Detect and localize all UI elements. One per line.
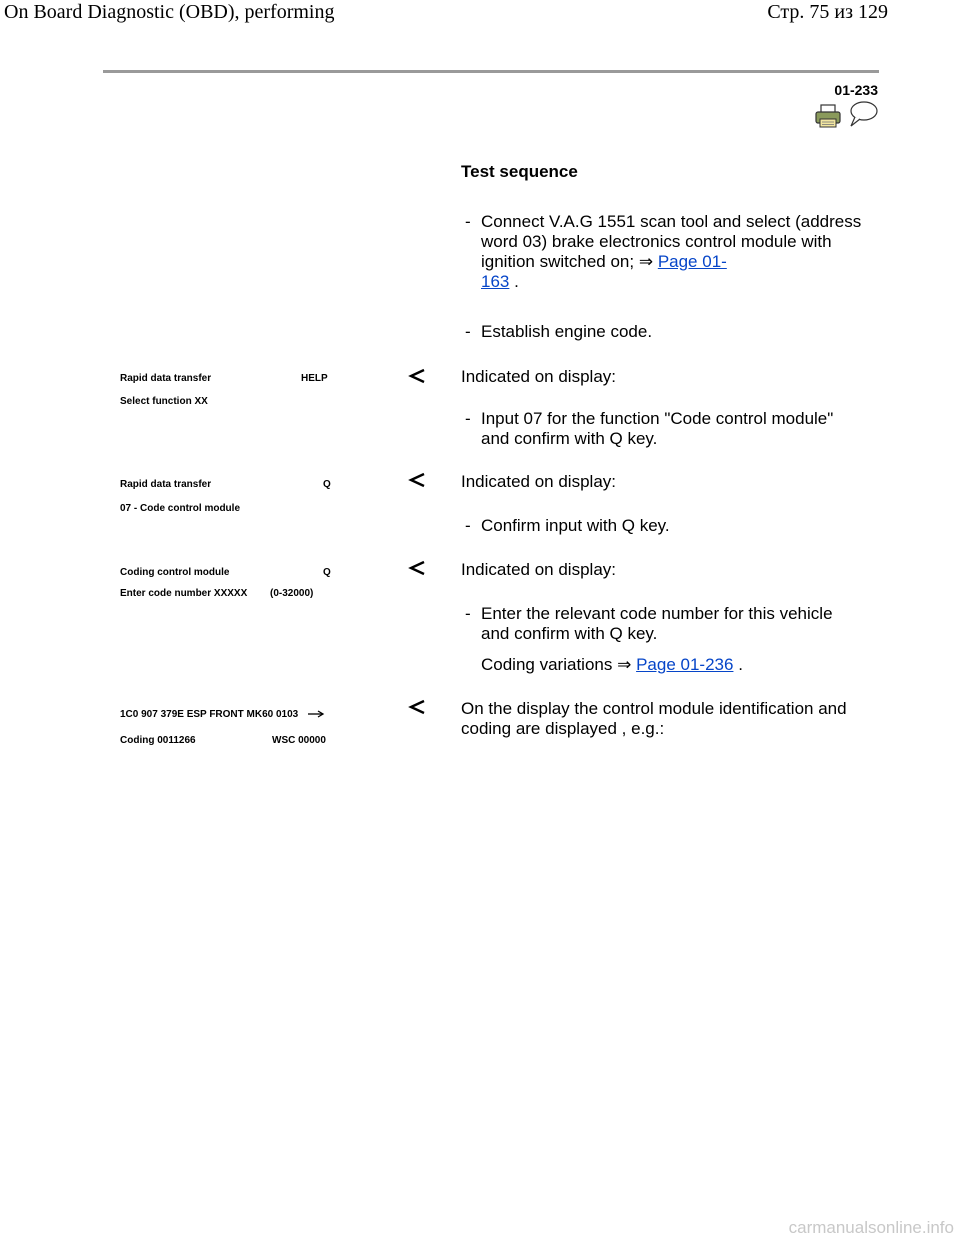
step-text: Confirm input with Q key.	[481, 516, 670, 535]
step-enter-code-number	[465, 604, 865, 644]
pointer-arrow-icon	[408, 368, 426, 384]
step-dash: -	[465, 212, 471, 231]
display-line1-left: Rapid data transfer	[120, 479, 212, 490]
indicated-on-display: Indicated on display:	[461, 367, 616, 386]
indicated-on-display: Indicated on display:	[461, 472, 616, 491]
display-line2-right: (0-32000)	[270, 588, 314, 599]
identification-display-text: On the display the control module identification and coding are displayed , e.g.:	[461, 699, 847, 738]
page-link-01-236[interactable]: Page 01-236	[636, 655, 734, 674]
page-counter: Стр. 75 из 129	[767, 1, 888, 23]
indicated-on-display: Indicated on display:	[461, 560, 616, 579]
step-text: Establish engine code.	[481, 322, 653, 341]
coding-variations-note: Coding variations ⇒ Page 01-236 .	[481, 655, 743, 674]
display-line2-left: Select function XX	[120, 396, 208, 407]
step-confirm-input	[465, 516, 865, 536]
display-line1-right: HELP	[301, 373, 328, 384]
watermark: carmanualsonline.info	[788, 1218, 954, 1237]
display-line1-left: Rapid data transfer	[120, 373, 212, 384]
document-title: On Board Diagnostic (OBD), performing	[4, 1, 335, 23]
display-line2-left: 07 - Code control module	[120, 503, 241, 514]
right-arrow-icon	[307, 710, 325, 718]
section-heading: Test sequence	[461, 162, 578, 181]
display-line2-left: Coding 0011266	[120, 735, 196, 746]
page-number: 01-233	[834, 82, 878, 98]
step-text: Enter the relevant code number for this vehicle and confirm with Q key.	[481, 604, 833, 643]
step-dash: -	[465, 409, 471, 428]
display-line1-left: Coding control module	[120, 567, 230, 578]
step-text: Input 07 for the function "Code control module" and confirm with Q key.	[481, 409, 834, 448]
display-line2-right: WSC 00000	[272, 735, 326, 746]
arrow-symbol: ⇒	[638, 252, 654, 271]
step-dash: -	[465, 604, 471, 623]
display-line1-right: Q	[323, 567, 331, 578]
speech-bubble-icon[interactable]	[848, 100, 878, 128]
header-divider	[103, 70, 879, 73]
display-line2-left: Enter code number XXXXX	[120, 588, 248, 599]
pointer-arrow-icon	[408, 472, 426, 488]
step-input-07	[465, 409, 865, 449]
step-text: Connect V.A.G 1551 scan tool and select (address word 03) brake electronics control module with ignition switched on; ⇒ Page 01- 163 .	[481, 212, 862, 291]
step-connect-scan-tool	[465, 212, 865, 292]
step-dash: -	[465, 516, 471, 535]
printer-icon[interactable]	[815, 104, 841, 128]
display-line1-right: Q	[323, 479, 331, 490]
step-establish-engine-code	[465, 322, 865, 342]
arrow-symbol: ⇒	[617, 655, 632, 674]
page-link-01-163[interactable]: Page 01- 163	[481, 252, 727, 291]
display-line1-left: 1C0 907 379E ESP FRONT MK60 0103	[120, 709, 325, 720]
pointer-arrow-icon	[408, 560, 426, 576]
step-dash: -	[465, 322, 471, 341]
pointer-arrow-icon	[408, 699, 426, 715]
